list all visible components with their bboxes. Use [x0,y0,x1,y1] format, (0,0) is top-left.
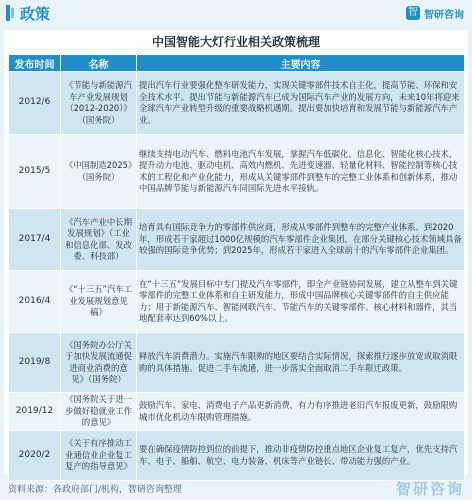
column-header-content: 主要内容 [137,55,465,72]
row-policy-name: 《国务院办公厅关于加快发展流通促进商业消费的意见》（国务院） [61,333,137,393]
row-content: 在“十三五”发展目标中专门提及汽车零部件，即全产业链协同发展，建立从整车到关键零部件的完整工业体系和自主研发能力，形成中国品牌核心关键零部件的自主供应能力；用于新能源汽车、智能网联汽车、节能汽车的关键零部件、核心材料和器件，其当地配套率达到60%以上。 [137,271,465,333]
watermark: 智研咨询 [395,480,464,498]
row-policy-name: 《“十三五”汽车工业发展规划意见稿》 [61,271,137,333]
table-row [9,393,465,431]
row-content: 提出汽车行业要强化整车研发能力，实现关键零部件技术自主化，提高节能、环保和安全技术水平。提出节能与新能源汽车已成为国际汽车产业的发展方向，未来10年将迎来全球汽车产业转型升级的重要战略机遇期。提出要加快培育和发展节能与新能源汽车产业。 [137,72,465,135]
column-header-name: 名称 [61,55,137,72]
row-policy-name: 《节能与新能源汽车产业发展规划（2012-2020）》（国务院） [61,72,137,135]
row-content: 鼓励汽车、家电、消费电子产品更新消费，有力有序推进老旧汽车报废更新，鼓励限购城市优化机动车限购管理措施。 [137,393,465,431]
row-date: 2020/2 [9,431,61,481]
row-content: 继续支持电动汽车、燃料电池汽车发展，掌握汽车低碳化、信息化、智能化核心技术，提升动力电池、驱动电机、高效内燃机、先进变速器、轻量化材料、智能控制等核心技术的工程化和产业化能力，形成从关键零部件到整车的完整工业体系和创新体系，推动中国品牌节能与新能源汽车同国际先进水平接轨。 [137,135,465,209]
row-content: 要在确保疫情防控到位的前提下，推动非疫情防控重点地区企业复工复产，优先支持汽车、电子、船舶、航空、电力装备、机床等产业链长、带动能力强的产业。 [137,431,465,481]
row-content: 释放汽车消费潜力。实施汽车限购的地区要结合实际情况，探索推行逐步放宽或取消限购的具体措施。促进二手车流通，进一步落实全面取消二手车限迁政策。 [137,333,465,393]
policy-table [8,54,465,481]
row-date: 2015/5 [9,135,61,209]
brand-logo [406,4,464,22]
row-date: 2019/12 [9,393,61,431]
row-date: 2017/4 [9,209,61,271]
row-policy-name: 《关于有序推动工业通信业企业复工复产的指导意见》 [61,431,137,481]
page-footer [0,478,472,500]
row-date: 2019/8 [9,333,61,393]
table-row [9,431,465,481]
table-row [9,271,465,333]
policy-table-card [4,30,468,474]
table-row [9,209,465,271]
row-date: 2012/6 [9,72,61,135]
column-header-date: 发布时间 [9,55,61,72]
row-policy-name: 《国务院关于进一步做好稳就业工作的意见》 [61,393,137,431]
row-content: 培育具有国际竞争力的零部件供应商，形成从零部件到整车的完整产业体系。到2020年，形成若干家超过1000亿规模的汽车零部件企业集团，在部分关键核心技术领域具备较强的国际竞争优势；到2025年，形成若干家进入全球前十的汽车零部件企业集团。 [137,209,465,271]
section-header [0,0,472,26]
row-date: 2016/4 [9,271,61,333]
header-accent-bar-light [11,8,14,18]
row-policy-name: 《中国制造2025》（国务院） [61,135,137,209]
table-header-row [9,55,465,72]
table-row [9,135,465,209]
source-note: 资料来源：各政府部门/机构，智研咨询整理 [8,485,183,495]
section-title: 政策 [20,5,51,23]
brand-logo-text: 智研咨询 [424,9,464,21]
table-title: 中国智能大灯行业相关政策梳理 [151,35,320,49]
header-accent-bar [6,5,10,21]
table-row [9,333,465,393]
table-row [9,72,465,135]
row-policy-name: 《汽车产业中长期发展规划》（工业和信息化部、发改委、科技部） [61,209,137,271]
brand-logo-icon: 智 [408,7,418,18]
